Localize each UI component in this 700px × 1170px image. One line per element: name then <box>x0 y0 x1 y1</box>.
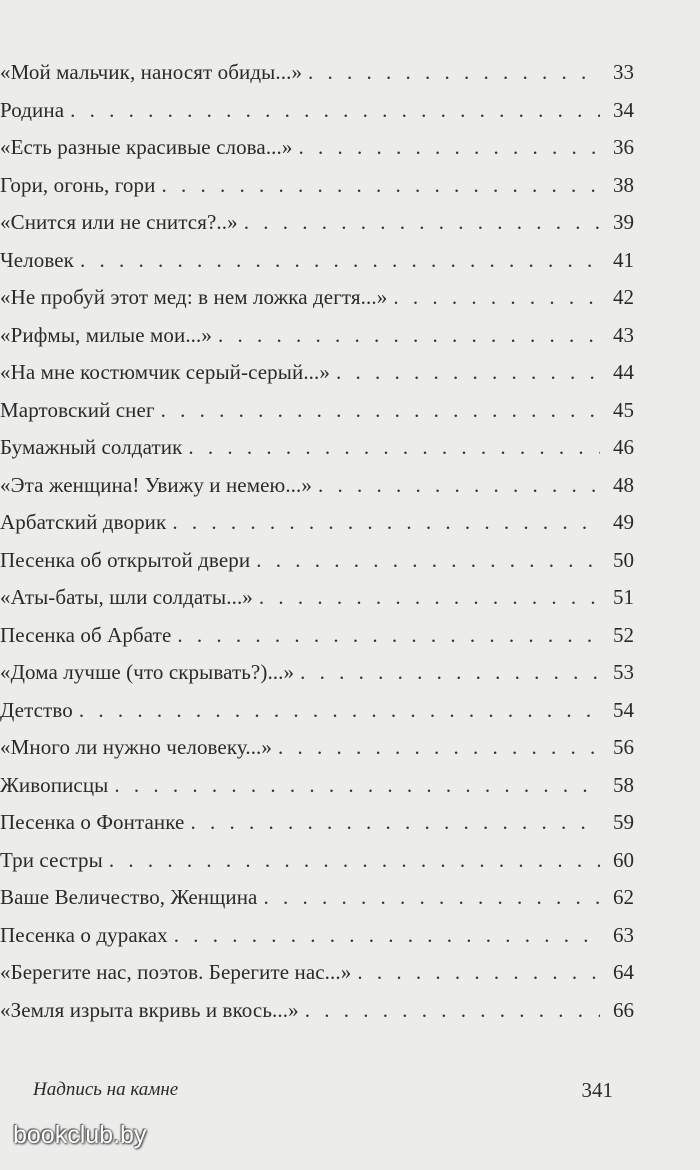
toc-entry <box>0 729 700 767</box>
toc-entry-page: 66 <box>613 997 634 1022</box>
toc-entry-title: «Аты-баты, шли солдаты...» <box>0 585 253 609</box>
toc-entry-title: Гори, огонь, гори <box>0 172 156 197</box>
toc-entry-page: 49 <box>613 510 634 534</box>
toc-entry-title: «Много ли нужно человеку...» <box>0 735 273 759</box>
toc-entry <box>0 842 700 880</box>
dot-leader <box>393 279 600 317</box>
dot-leader <box>174 917 600 955</box>
page-number: 341 <box>581 1078 613 1102</box>
dot-leader <box>114 767 600 805</box>
toc-entry <box>0 204 700 242</box>
toc-entry <box>0 542 700 580</box>
dot-leader <box>305 992 600 1030</box>
toc-entry-title: Песенка об открытой двери <box>0 547 251 572</box>
toc-entry <box>0 317 700 355</box>
dot-leader <box>218 317 600 355</box>
toc-entry <box>0 354 700 392</box>
toc-entry <box>0 617 700 655</box>
toc-entry-page: 60 <box>613 847 634 872</box>
toc-entry-page: 62 <box>613 885 634 909</box>
toc-entry-page: 39 <box>613 210 634 234</box>
dot-leader <box>308 54 600 92</box>
toc-entry <box>0 954 700 992</box>
dot-leader <box>244 204 600 242</box>
toc-entry <box>0 429 700 467</box>
dot-leader <box>263 879 600 917</box>
toc-entry-title: «На мне костюмчик серый-серый...» <box>0 360 330 384</box>
toc-entry-page: 45 <box>613 397 634 422</box>
toc-entry <box>0 54 700 92</box>
dot-leader <box>70 92 600 130</box>
dot-leader <box>109 842 600 880</box>
toc-entry <box>0 992 700 1030</box>
toc-entry-title: «Мой мальчик, наносят обиды...» <box>0 60 303 84</box>
toc-entry <box>0 804 700 842</box>
dot-leader <box>172 504 600 542</box>
table-of-contents <box>0 54 700 1029</box>
dot-leader <box>318 467 600 505</box>
dot-leader <box>190 804 600 842</box>
toc-entry-page: 52 <box>613 622 634 647</box>
toc-entry-page: 56 <box>613 735 634 759</box>
toc-entry-page: 63 <box>613 922 634 947</box>
toc-entry-title: Родина <box>0 97 65 122</box>
toc-entry-title: «Не пробуй этот мед: в нем ложка дегтя...» <box>0 285 388 309</box>
dot-leader <box>357 954 600 992</box>
toc-entry-title: Мартовский снег <box>0 397 155 422</box>
toc-entry <box>0 467 700 505</box>
toc-entry-title: Живописцы <box>0 772 109 797</box>
toc-entry-title: «Берегите нас, поэтов. Берегите нас...» <box>0 960 352 984</box>
dot-leader <box>161 167 600 205</box>
toc-entry <box>0 879 700 917</box>
toc-entry-page: 58 <box>613 772 634 797</box>
toc-entry-page: 36 <box>613 135 634 159</box>
dot-leader <box>298 129 600 167</box>
dot-leader <box>80 242 600 280</box>
toc-entry-title: Человек <box>0 247 74 272</box>
toc-entry-title: «Эта женщина! Увижу и немею...» <box>0 472 312 497</box>
toc-entry <box>0 167 700 205</box>
toc-entry-page: 42 <box>613 285 634 309</box>
dot-leader <box>300 654 600 692</box>
toc-entry-page: 64 <box>613 960 634 984</box>
toc-entry <box>0 767 700 805</box>
toc-entry <box>0 129 700 167</box>
toc-entry-title: Три сестры <box>0 847 103 872</box>
toc-entry-title: Песенка о дураках <box>0 922 168 947</box>
toc-entry-page: 53 <box>613 660 634 684</box>
toc-entry-title: Песенка о Фонтанке <box>0 810 185 834</box>
toc-entry-title: «Земля изрыта вкривь и вкось...» <box>0 997 299 1022</box>
dot-leader <box>177 617 600 655</box>
toc-entry <box>0 279 700 317</box>
toc-entry-title: «Дома лучше (что скрывать?)...» <box>0 660 295 684</box>
toc-entry-page: 34 <box>613 97 634 122</box>
toc-entry-title: Детство <box>0 697 73 722</box>
toc-entry-title: «Рифмы, милые мои...» <box>0 322 212 347</box>
toc-entry-page: 51 <box>613 585 634 609</box>
toc-entry-page: 50 <box>613 547 634 572</box>
running-title: Надпись на камне <box>33 1079 179 1100</box>
watermark: bookclub.by <box>13 1121 147 1149</box>
toc-entry-page: 33 <box>613 60 634 84</box>
dot-leader <box>79 692 600 730</box>
toc-entry <box>0 654 700 692</box>
toc-entry-page: 38 <box>613 172 634 197</box>
toc-entry <box>0 692 700 730</box>
toc-entry-page: 43 <box>613 322 634 347</box>
dot-leader <box>259 579 600 617</box>
toc-entry-page: 41 <box>613 247 634 272</box>
dot-leader <box>278 729 600 767</box>
toc-entry <box>0 504 700 542</box>
toc-entry <box>0 392 700 430</box>
dot-leader <box>256 542 600 580</box>
dot-leader <box>336 354 600 392</box>
dot-leader <box>161 392 600 430</box>
toc-entry-title: «Есть разные красивые слова...» <box>0 135 293 159</box>
toc-entry-title: Песенка об Арбате <box>0 622 172 647</box>
toc-entry-page: 54 <box>613 697 634 722</box>
dot-leader <box>188 429 600 467</box>
toc-entry <box>0 92 700 130</box>
toc-entry-title: «Снится или не снится?..» <box>0 210 238 234</box>
toc-entry <box>0 579 700 617</box>
toc-entry-title: Ваше Величество, Женщина <box>0 885 258 909</box>
toc-entry-page: 46 <box>613 435 634 459</box>
toc-entry-page: 48 <box>613 472 634 497</box>
toc-entry-title: Арбатский дворик <box>0 510 167 534</box>
toc-entry-page: 44 <box>613 360 634 384</box>
toc-entry-title: Бумажный солдатик <box>0 435 183 459</box>
toc-entry <box>0 242 700 280</box>
toc-entry <box>0 917 700 955</box>
toc-entry-page: 59 <box>613 810 634 834</box>
